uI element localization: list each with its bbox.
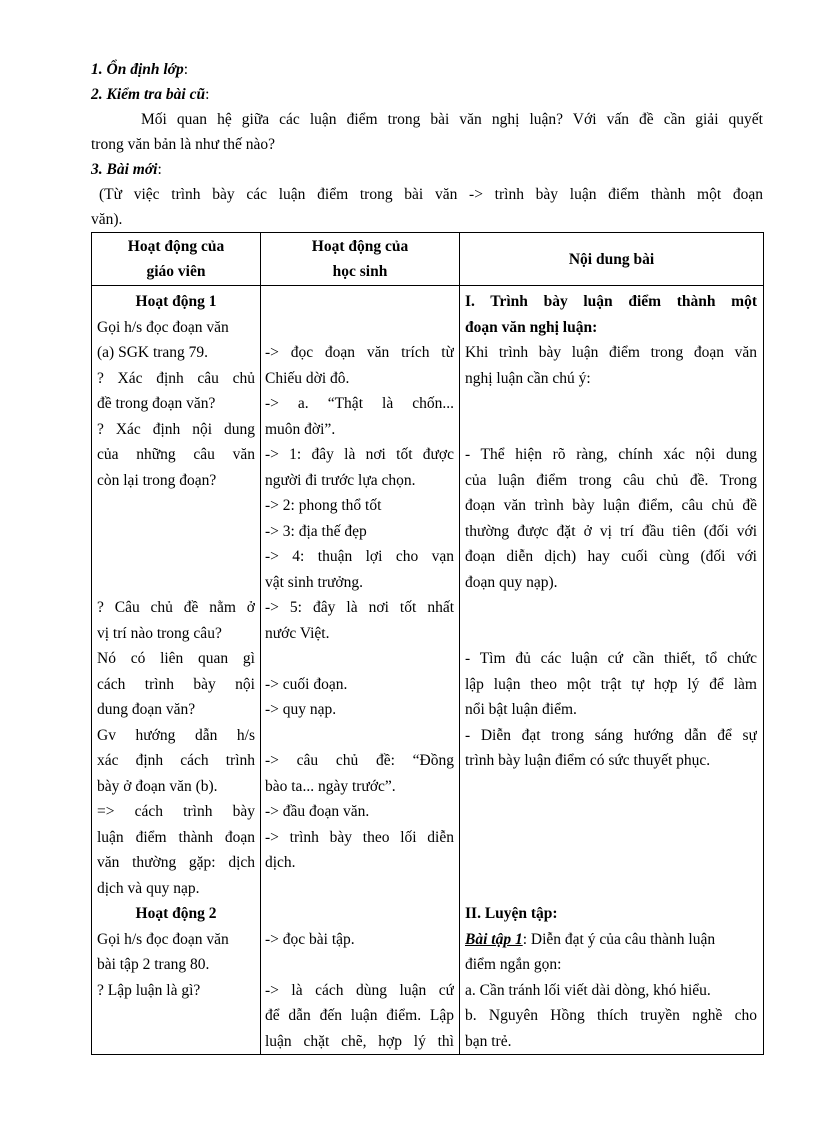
header-student xyxy=(261,233,460,286)
student-line: -> 1: đây là nơi tốt được xyxy=(265,446,454,463)
student-line: -> 3: địa thế đẹp xyxy=(265,522,367,540)
content-line xyxy=(465,774,757,800)
student-line: -> là cách dùng luận cứ xyxy=(265,981,454,999)
teacher-line: Gọi h/s đọc đoạn văn xyxy=(97,930,229,948)
student-line: -> đầu đoạn văn. xyxy=(265,803,370,820)
teacher-line: Gv hướng dẫn h/s xyxy=(97,726,255,744)
teacher-line: ? Câu chủ đề nằm ở xyxy=(97,599,255,616)
content-line xyxy=(465,799,757,825)
section-1-colon: : xyxy=(183,61,189,78)
student-line: -> 5: đây là nơi tốt nhất xyxy=(265,599,454,616)
teacher-line: dịch và quy nạp. xyxy=(97,879,200,897)
student-line xyxy=(265,723,454,749)
section-2-heading: 2. Kiểm tra bài cũ xyxy=(91,86,206,103)
new-lesson-intro-line-2: văn). xyxy=(91,211,123,228)
content-line: nổi bật luận điểm. xyxy=(465,701,577,718)
student-line xyxy=(265,646,454,672)
new-lesson-intro-line-1: (Từ việc trình bày các luận điểm trong bài văn -> trình bày luận điểm thành một đoạn xyxy=(99,186,763,203)
content-line: nghị luận cần chú ý: xyxy=(465,369,591,387)
teacher-line: Nó có liên quan gì xyxy=(97,650,255,667)
student-line xyxy=(265,289,454,315)
content-line: b. Nguyên Hồng thích truyền nghề cho xyxy=(465,1007,757,1024)
student-line: -> 4: thuận lợi cho vạn xyxy=(265,548,454,565)
exercise-1-text: : Diễn đạt ý của câu thành luận xyxy=(522,930,716,948)
teacher-line: (a) SGK trang 79. xyxy=(97,344,209,361)
teacher-line: Hoạt động 2 xyxy=(135,905,217,922)
teacher-line: Gọi h/s đọc đoạn văn xyxy=(97,318,229,336)
table-body-row xyxy=(92,286,764,1055)
student-line xyxy=(265,901,454,927)
student-line: luận chặt chẽ, hợp lý thì xyxy=(265,1032,454,1050)
student-line: -> trình bày theo lối diễn xyxy=(265,828,454,846)
section-3-heading: 3. Bài mới xyxy=(91,161,158,178)
student-line: -> câu chủ đề: “Đồng xyxy=(265,752,454,769)
content-line xyxy=(465,621,757,647)
teacher-line xyxy=(97,544,255,570)
content-line: bạn trẻ. xyxy=(465,1032,512,1050)
student-line: -> cuối đoạn. xyxy=(265,675,348,693)
teacher-line: bày ở đoạn văn (b). xyxy=(97,777,218,795)
content-line: đoạn văn nghị luận: xyxy=(465,318,598,336)
student-line: người đi trước lựa chọn. xyxy=(265,471,416,489)
header-teacher-line-2: giáo viên xyxy=(146,263,206,280)
exercise-1-label: Bài tập 1 xyxy=(465,930,523,948)
review-question-line-1: Mối quan hệ giữa các luận điểm trong bài văn nghị luận? Với vấn đề cần giải quyết xyxy=(141,111,763,128)
content-line: a. Cần tránh lối viết dài dòng, khó hiểu. xyxy=(465,981,711,999)
content-line: điểm ngắn gọn: xyxy=(465,956,562,973)
content-line: đoạn văn trình bày luận điểm, câu chủ đề xyxy=(465,497,757,514)
student-line: -> a. “Thật là chốn... xyxy=(265,395,454,412)
teacher-line xyxy=(97,570,255,596)
teacher-line: Hoạt động 1 xyxy=(135,293,217,310)
content-line: lập luận theo một trật tự hợp lý để làm xyxy=(465,675,757,693)
content-line xyxy=(465,595,757,621)
section-1-line xyxy=(91,57,763,82)
content-line: I. Trình bày luận điểm thành một xyxy=(465,293,757,310)
teacher-line: cách trình bày nội xyxy=(97,675,255,693)
lesson-content-lines xyxy=(465,289,757,1054)
header-content xyxy=(460,233,764,286)
lesson-content-cell xyxy=(460,286,764,1055)
student-activity-lines xyxy=(265,289,454,1054)
teacher-line: ? Lập luận là gì? xyxy=(97,981,201,999)
section-3-colon: : xyxy=(157,161,162,178)
content-line: đoạn quy nạp). xyxy=(465,573,558,591)
student-line xyxy=(265,876,454,902)
teacher-line: văn thường gặp: dịch xyxy=(97,854,255,871)
content-line xyxy=(465,850,757,876)
header-content-label: Nội dung bài xyxy=(568,250,655,268)
student-line: bào ta... ngày trước”. xyxy=(265,777,396,795)
student-line: nước Việt. xyxy=(265,624,330,642)
section-3-line xyxy=(91,157,763,182)
lesson-table xyxy=(91,232,764,1055)
student-line: dịch. xyxy=(265,854,296,871)
teacher-line xyxy=(97,493,255,519)
content-line xyxy=(465,825,757,851)
review-question-line-2: trong văn bản là như thế nào? xyxy=(91,136,276,153)
content-line xyxy=(465,391,757,417)
teacher-line xyxy=(97,519,255,545)
content-line: II. Luyện tập: xyxy=(465,905,558,922)
student-activity-cell xyxy=(261,286,460,1055)
section-2-colon: : xyxy=(205,86,210,103)
content-line: Khi trình bày luận điểm trong đoạn văn xyxy=(465,344,757,361)
student-line: Chiếu dời đô. xyxy=(265,369,350,387)
teacher-line: vị trí nào trong câu? xyxy=(97,624,222,642)
header-teacher xyxy=(92,233,261,286)
teacher-activity-cell xyxy=(92,286,261,1055)
teacher-line: đề trong đoạn văn? xyxy=(97,395,216,412)
content-line: thường được đặt ở vị trí đầu tiên (đối với xyxy=(465,522,757,540)
student-line: để dẫn đến luận điểm. Lập xyxy=(265,1007,454,1024)
section-1-heading: 1. Ổn định lớp xyxy=(91,61,184,78)
section-2-line xyxy=(91,82,763,107)
teacher-activity-lines xyxy=(97,289,255,1054)
teacher-line: xác định cách trình xyxy=(97,752,255,769)
content-line: - Tìm đủ các luận cứ cần thiết, tổ chức xyxy=(465,650,757,667)
student-line: -> 2: phong thổ tốt xyxy=(265,497,382,514)
student-line: vật sinh trưởng. xyxy=(265,573,363,591)
teacher-line: ? Xác định câu chủ xyxy=(97,369,255,387)
teacher-line: còn lại trong đoạn? xyxy=(97,471,217,489)
student-line xyxy=(265,952,454,978)
exercise-1-line xyxy=(465,927,757,953)
student-line xyxy=(265,315,454,341)
student-line: muôn đời”. xyxy=(265,420,336,438)
content-line: đoạn diễn dịch) hay cuối cùng (đối với xyxy=(465,548,757,565)
teacher-line: => cách trình bày xyxy=(97,803,255,820)
teacher-line: bài tập 2 trang 80. xyxy=(97,956,210,973)
table-header-row xyxy=(92,233,764,286)
teacher-line: dung đoạn văn? xyxy=(97,701,196,718)
student-line: -> đọc bài tập. xyxy=(265,930,355,948)
content-line xyxy=(465,876,757,902)
header-student-line-2: học sinh xyxy=(332,263,388,280)
student-line: -> quy nạp. xyxy=(265,701,337,718)
content-line: trình bày luận điểm có sức thuyết phục. xyxy=(465,752,711,769)
student-line: -> đọc đoạn văn trích từ xyxy=(265,344,454,361)
content-line: - Thể hiện rõ ràng, chính xác nội dung xyxy=(465,446,757,463)
content-line: - Diễn đạt trong sáng hướng dẫn để sự xyxy=(465,726,757,744)
header-teacher-line-1: Hoạt động của xyxy=(127,238,225,255)
header-student-line-1: Hoạt động của xyxy=(311,238,409,255)
teacher-line: ? Xác định nội dung xyxy=(97,420,255,438)
content-line: của luận điểm trong câu chủ đề. Trong xyxy=(465,471,757,489)
lesson-intro xyxy=(91,57,763,232)
teacher-line: luận điểm thành đoạn xyxy=(97,828,255,846)
content-line xyxy=(465,417,757,443)
teacher-line: của những câu văn xyxy=(97,446,255,463)
